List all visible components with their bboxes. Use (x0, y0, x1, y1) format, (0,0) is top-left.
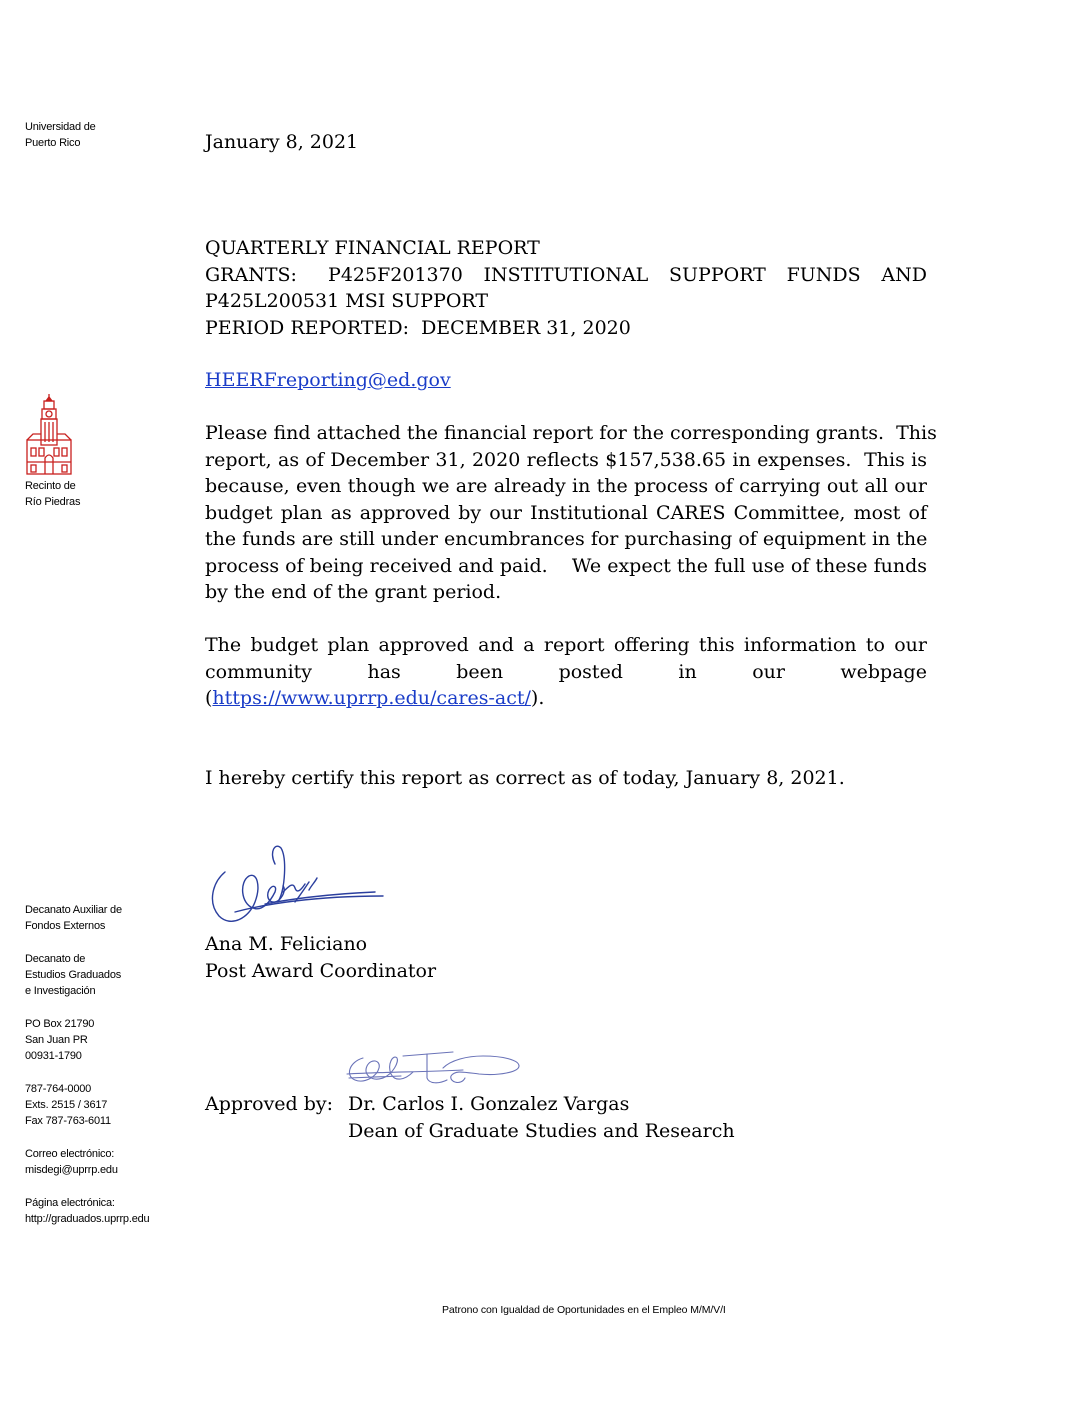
para2-word: been (456, 660, 504, 683)
para2-line2 (205, 659, 927, 686)
certification-statement: I hereby certify this report as correct as of today, January 8, 2021. (205, 767, 845, 789)
para1-line1: Please find attached the financial report for the corresponding grants. This (205, 422, 937, 444)
sidebar-contact-block (25, 902, 149, 1227)
recipient-email-link[interactable]: HEERFreporting@ed.gov (205, 369, 451, 391)
sidebar-campus (25, 478, 80, 510)
para1-line2: report, as of December 31, 2020 reflects $157,538.65 in expenses. This is (205, 448, 927, 471)
para2-word: posted (558, 660, 623, 683)
phone-line1: 787-764-0000 (25, 1083, 92, 1095)
address-line2: San Juan PR (25, 1034, 88, 1046)
para1-line5: the funds are still under encumbrances for purchasing of equipment in the (205, 528, 928, 550)
approved-by-label: Approved by: (205, 1093, 334, 1115)
campus-line1: Recinto de (25, 480, 76, 492)
paragraph-2 (205, 632, 927, 712)
signature-ana-feliciano (205, 842, 390, 934)
tower-logo-icon (25, 392, 73, 476)
university-name-line1: Universidad de (25, 121, 96, 133)
signature-carlos-gonzalez (343, 1048, 523, 1090)
close-paren: ). (530, 687, 545, 709)
signer1-block (205, 931, 436, 984)
para2-word: community (205, 660, 313, 683)
cares-act-link[interactable]: https://www.uprrp.edu/cares-act/ (212, 687, 531, 709)
para2-word: has (367, 660, 401, 683)
recipient-email-row (205, 367, 451, 394)
signer1-name: Ana M. Feliciano (205, 933, 368, 955)
dean-aux-line2: Fondos Externos (25, 920, 106, 932)
subject-line1: QUARTERLY FINANCIAL REPORT (205, 237, 540, 259)
open-paren: ( (205, 687, 213, 709)
email-label: Correo electrónico: (25, 1148, 115, 1160)
para1-line6: process of being received and paid. We expect the full use of these funds (205, 554, 927, 577)
signer2-block (348, 1091, 735, 1144)
signer1-title: Post Award Coordinator (205, 959, 437, 982)
para1-line3: because, even though we are already in the process of carrying out all our (205, 475, 927, 497)
letter-date: January 8, 2021 (205, 131, 359, 153)
para2-word: in (678, 660, 697, 683)
para2-word: webpage (840, 660, 927, 683)
web-value: http://graduados.uprrp.edu (25, 1213, 150, 1225)
para1-line7: by the end of the grant period. (205, 581, 502, 603)
subject-line4: PERIOD REPORTED: DECEMBER 31, 2020 (205, 316, 631, 339)
address-line3: 00931-1790 (25, 1050, 82, 1062)
address-line1: PO Box 21790 (25, 1018, 95, 1030)
dean-grad-line2: Estudios Graduados (25, 969, 122, 981)
email-value: misdegi@uprrp.edu (25, 1164, 118, 1176)
footer-equal-opportunity: Patrono con Igualdad de Oportunidades en el Empleo M/M/V/I (442, 1304, 726, 1316)
subject-line2: GRANTS: P425F201370 INSTITUTIONAL SUPPORT FUNDS AND (205, 263, 927, 286)
dean-grad-line3: e Investigación (25, 985, 96, 997)
dean-grad-line1: Decanato de (25, 953, 86, 965)
sidebar-university (25, 119, 96, 151)
subject-line3: P425L200531 MSI SUPPORT (205, 290, 489, 312)
para2-line1: The budget plan approved and a report offering this information to our (205, 634, 927, 656)
signer2-title: Dean of Graduate Studies and Research (348, 1119, 735, 1142)
university-name-line2: Puerto Rico (25, 137, 81, 149)
paragraph-1 (205, 420, 937, 606)
dean-aux-line1: Decanato Auxiliar de (25, 904, 122, 916)
letter-subject (205, 235, 927, 341)
phone-line2: Exts. 2515 / 3617 (25, 1099, 108, 1111)
para2-word: our (752, 660, 785, 683)
para2-line3 (205, 685, 927, 712)
signer2-name: Dr. Carlos I. Gonzalez Vargas (348, 1093, 630, 1115)
campus-line2: Río Piedras (25, 496, 81, 508)
fax-line: Fax 787-763-6011 (25, 1115, 111, 1127)
para1-line4: budget plan as approved by our Institutional CARES Committee, most of (205, 501, 927, 524)
web-label: Página electrónica: (25, 1197, 115, 1209)
